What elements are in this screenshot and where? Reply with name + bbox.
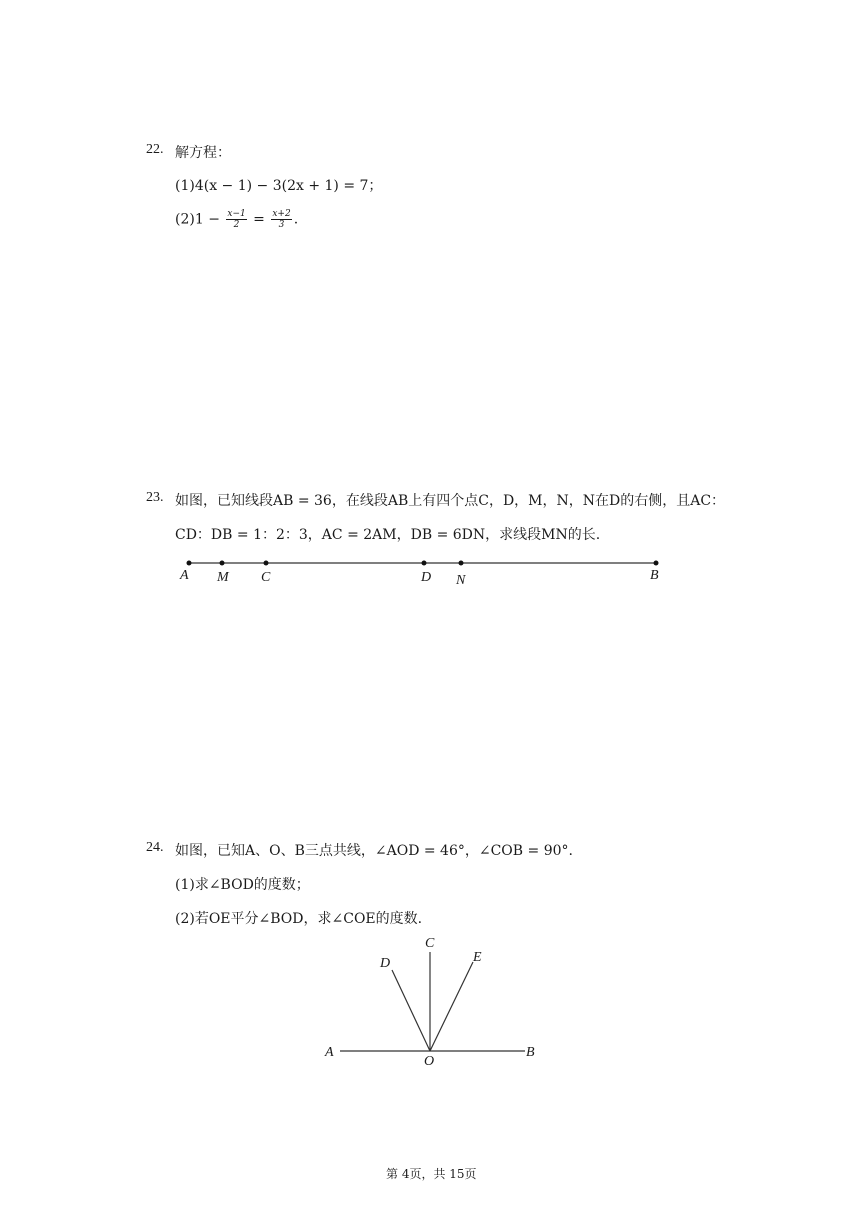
q23-line-segment-figure — [170, 552, 670, 592]
page-footer: 第 4页，共 15页 — [386, 1167, 477, 1181]
label-b: B — [526, 1045, 535, 1060]
q24-angle-figure — [320, 930, 550, 1070]
point-n — [459, 561, 464, 566]
q24-number: 24. — [146, 840, 164, 855]
q22-fraction-1 — [226, 209, 246, 230]
q22-part2-prefix: (2)1 − — [175, 211, 220, 228]
ray-od — [392, 970, 430, 1051]
q23-line2: CD：DB = 1：2：3，AC = 2AM，DB = 6DN，求线段MN的长. — [175, 527, 601, 543]
point-d — [422, 561, 427, 566]
point-c — [264, 561, 269, 566]
q22-frac2-denominator: 3 — [278, 220, 285, 230]
q22-fraction-2 — [271, 209, 291, 230]
q22-frac2-numerator: x+2 — [272, 209, 291, 219]
label-c: C — [425, 936, 435, 951]
q23-line1: 如图，已知线段AB = 36，在线段AB上有四个点C，D，M，N，N在D的右侧，且AC： — [175, 493, 726, 509]
point-m — [220, 561, 225, 566]
label-c: C — [261, 570, 271, 585]
q23-number: 23. — [146, 490, 164, 505]
point-b — [654, 561, 659, 566]
q24-part2: (2)若OE平分∠BOD，求∠COE的度数. — [175, 911, 423, 927]
q22-part1: (1)4(x − 1) − 3(2x + 1) = 7； — [175, 178, 383, 194]
label-m: M — [217, 570, 229, 585]
q24-line1: 如图，已知A、O、B三点共线，∠AOD = 46°，∠COB = 90°. — [175, 843, 573, 859]
q22-equals: = — [253, 211, 265, 228]
label-b: B — [650, 568, 659, 583]
label-d: D — [421, 570, 432, 585]
label-d: D — [380, 956, 391, 971]
q22-frac1-numerator: x−1 — [227, 209, 246, 219]
label-n: N — [456, 573, 466, 588]
q24-part1: (1)求∠BOD的度数； — [175, 877, 310, 893]
q22-number: 22. — [146, 142, 164, 157]
q22-period: . — [293, 211, 299, 228]
label-e: E — [473, 950, 482, 965]
point-a — [187, 561, 192, 566]
q22-part2 — [175, 209, 298, 230]
label-a: A — [325, 1045, 334, 1060]
q22-title: 解方程： — [175, 145, 231, 161]
label-o: O — [424, 1054, 435, 1069]
q22-frac1-denominator: 2 — [233, 220, 240, 230]
label-a: A — [180, 568, 189, 583]
ray-oe — [430, 962, 473, 1051]
